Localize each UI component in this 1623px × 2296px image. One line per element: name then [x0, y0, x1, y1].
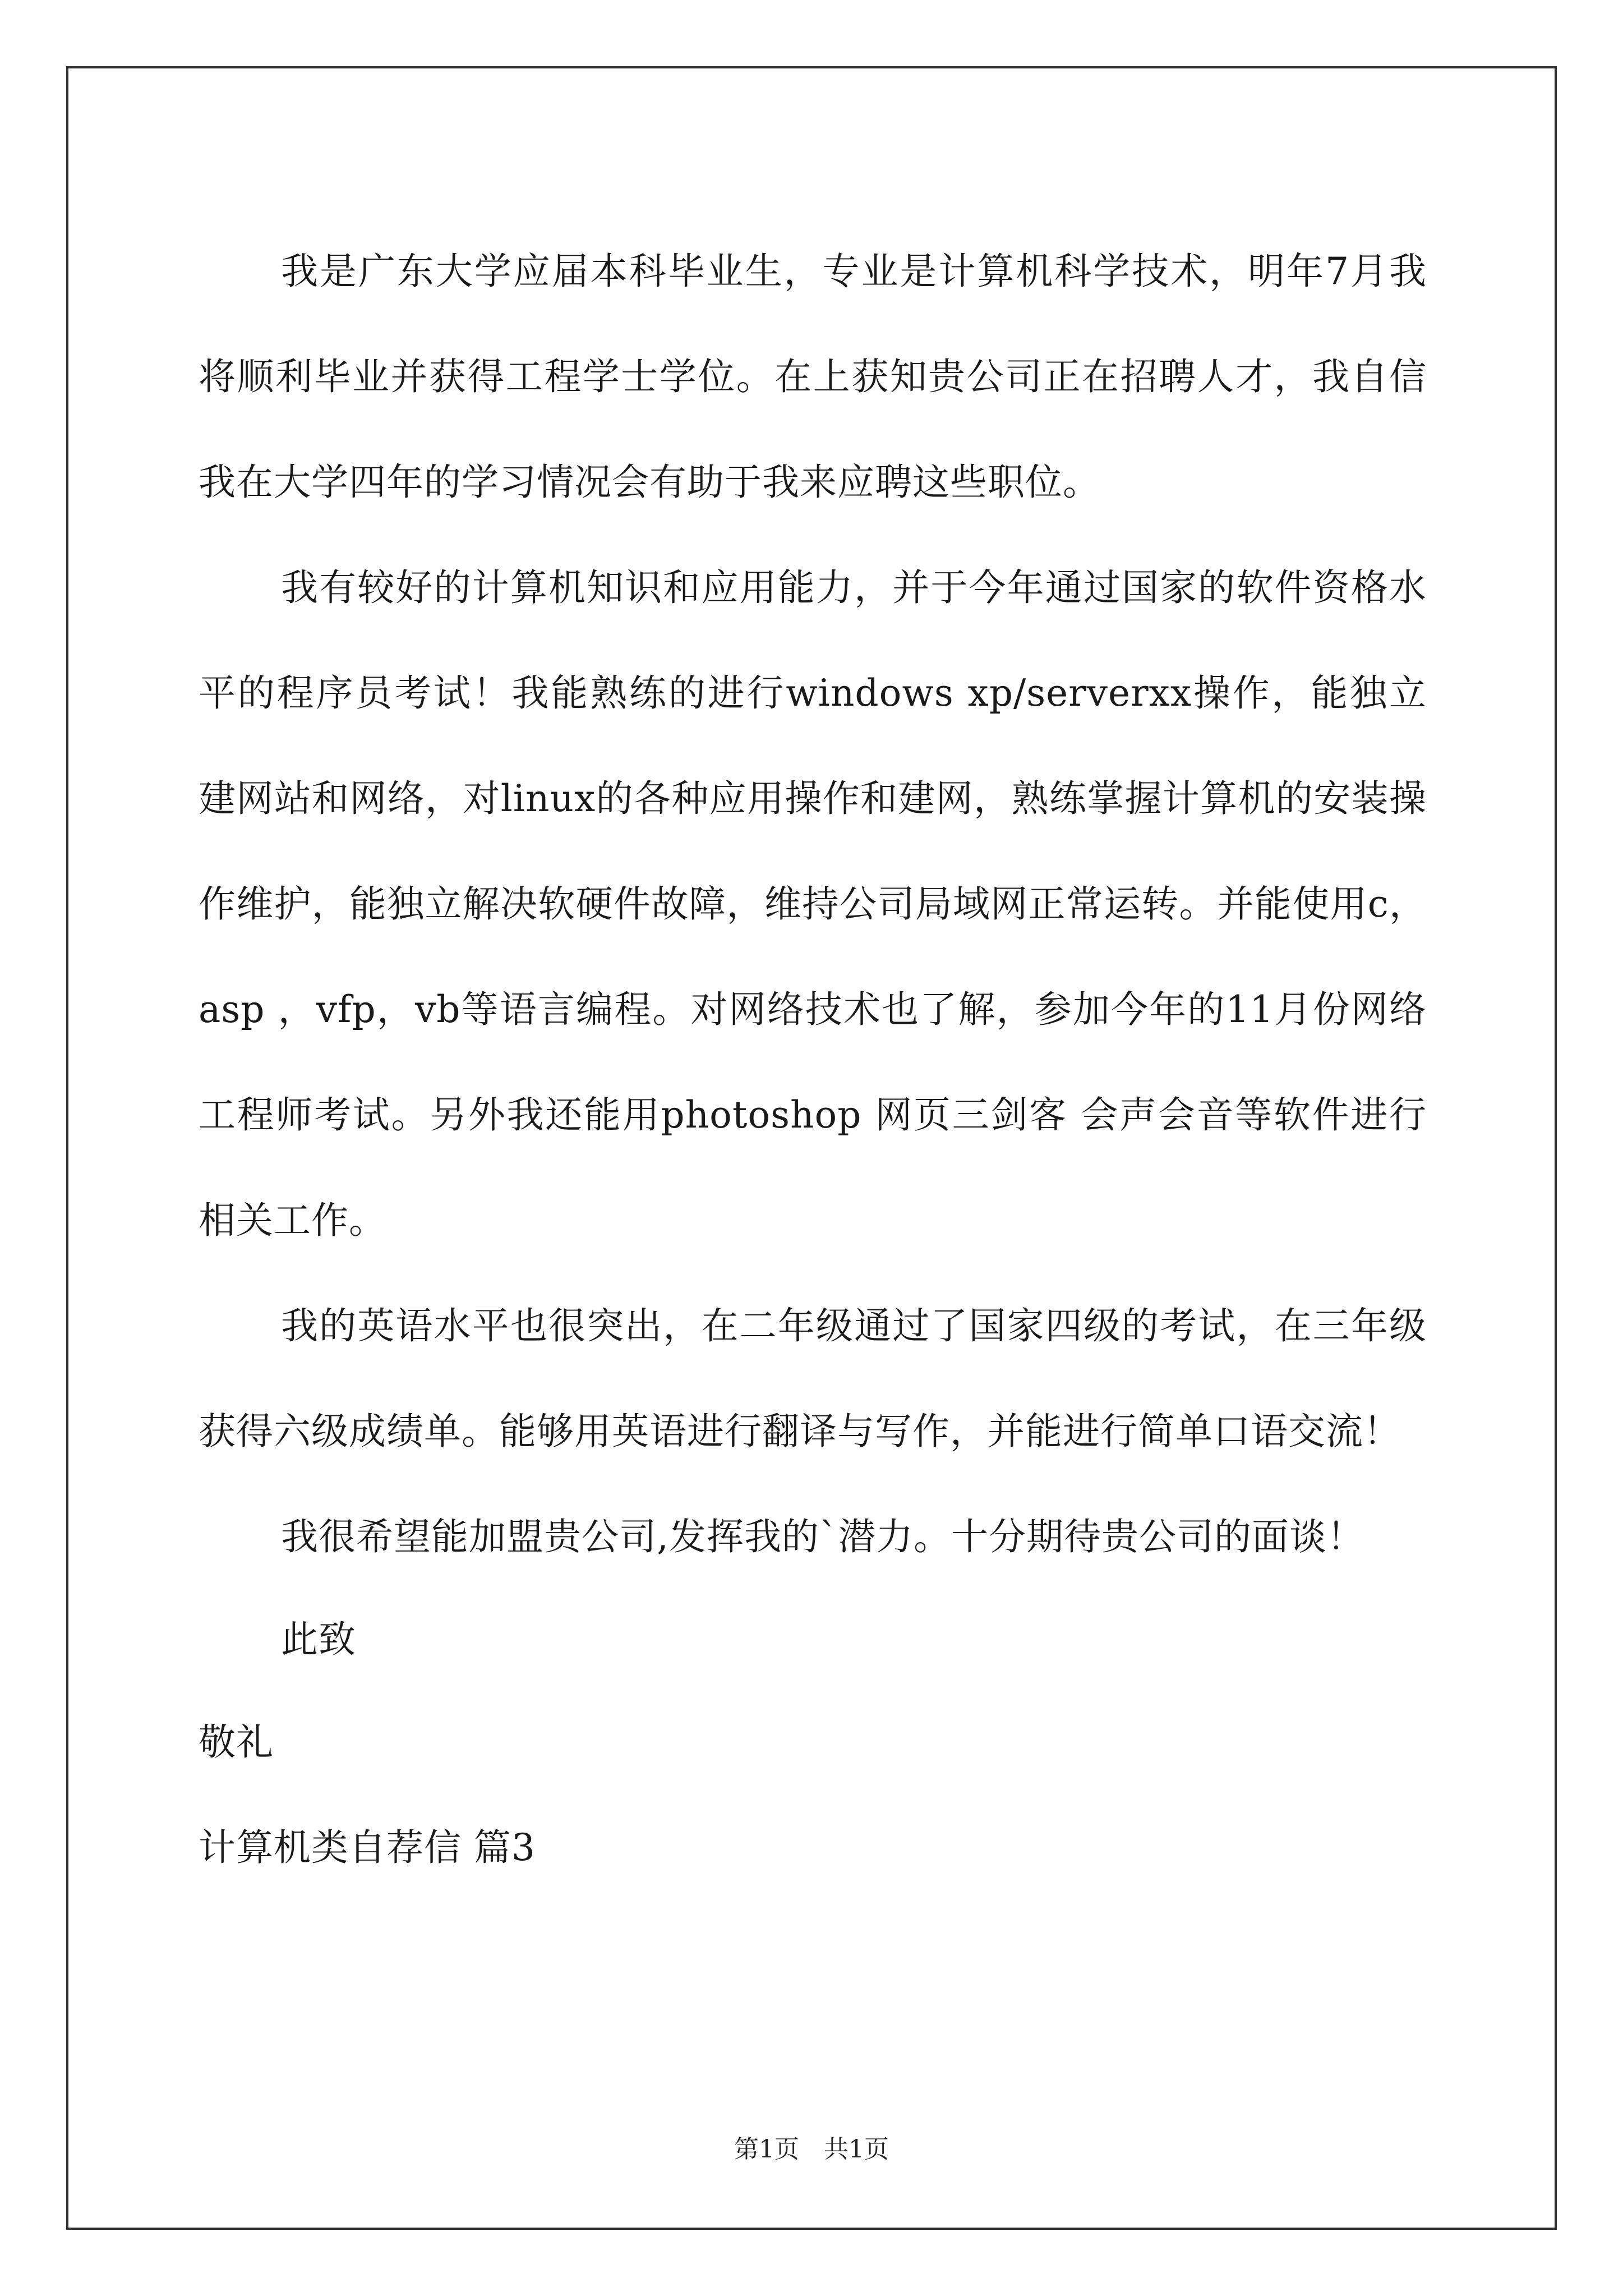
next-section-heading: 计算机类自荐信 篇3: [199, 1826, 536, 1869]
paragraph-english: 我的英语水平也很突出，在二年级通过了国家四级的考试，在三年级获得六级成绩单。能够用英语进行翻译与写作，并能进行简单口语交流！: [199, 1304, 1427, 1453]
paragraph-hope: 我很希望能加盟贵公司,发挥我的`潜力。十分期待贵公司的面谈！: [281, 1515, 1364, 1558]
closing-text: 此致: [281, 1618, 356, 1661]
paragraph-skills: 我有较好的计算机知识和应用能力，并于今年通过国家的软件资格水平的程序员考试！我能熟练的进行windows xp/serverxx操作，能独立建网站和网络，对linux的各种应用操作和建网，熟练掌握计算机的安装操作维护，能独立解决软硬件故障，维持公司局域网正常运转。并能使用c，asp ，vfp，vb等语言编程。对网络技术也了解，参加今年的11月份网络工程师考试。另外我还能用photoshop 网页三剑客 会声会音等软件进行相关工作。: [199, 566, 1427, 1242]
paragraph-intro: 我是广东大学应届本科毕业生，专业是计算机科学技术，明年7月我将顺利毕业并获得工程学士学位。在上获知贵公司正在招聘人才，我自信我在大学四年的学习情况会有助于我来应聘这些职位。: [199, 250, 1427, 504]
salutation-text: 敬礼: [199, 1720, 274, 1764]
letter-body: [199, 219, 1427, 1901]
page-number: 第1页 共1页: [734, 2135, 889, 2164]
